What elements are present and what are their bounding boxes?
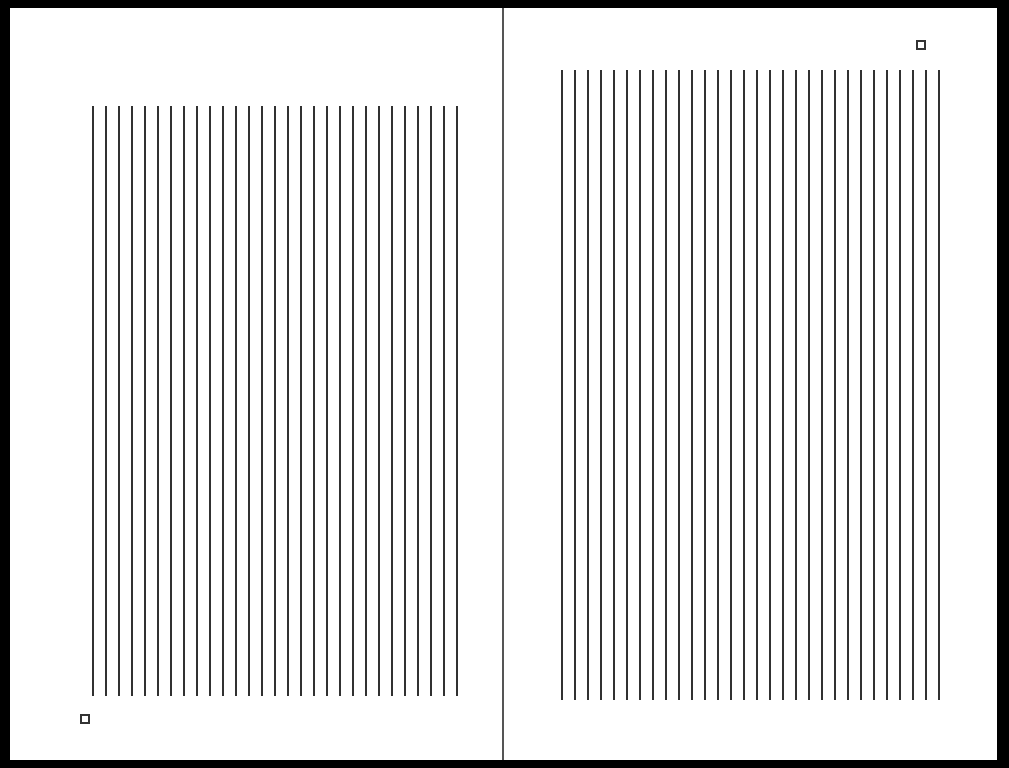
left-page — [10, 8, 502, 760]
left-text-block — [88, 106, 458, 696]
right-page-number — [916, 40, 926, 50]
book-spread — [10, 8, 997, 760]
right-page — [504, 8, 997, 760]
left-page-number — [80, 714, 90, 724]
right-text-block — [560, 70, 940, 700]
